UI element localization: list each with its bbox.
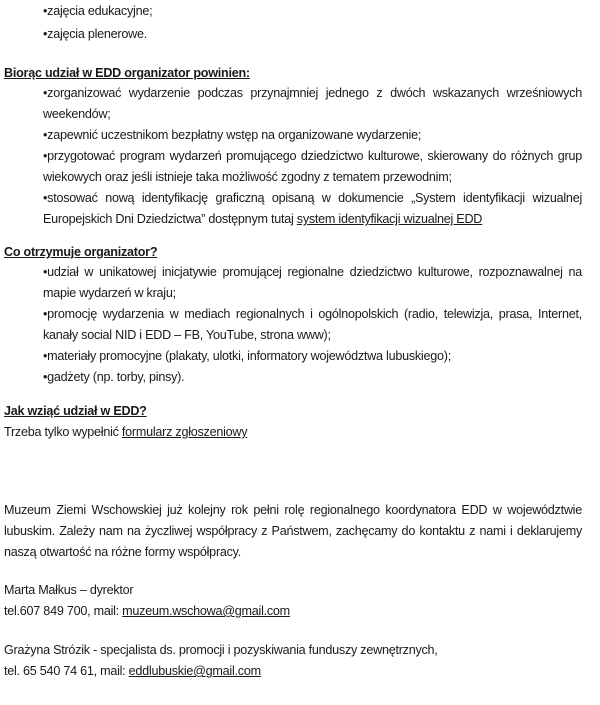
list-item: •zajęcia edukacyjne; [43,4,153,18]
list-item-continuation: mapie wydarzeń w kraju; [43,286,176,300]
contact-name: Marta Małkus – dyrektor [4,583,134,597]
section-heading-duties: Biorąc udział w EDD organizator powinien: [4,66,250,80]
how-to-join-text [4,424,247,440]
contact-name: Grażyna Strózik - specjalista ds. promocji i pozyskiwania funduszy zewnętrznych, [4,643,438,657]
list-item: •zapewnić uczestnikom bezpłatny wstęp na organizowane wydarzenie; [43,128,422,142]
email-link[interactable]: eddlubuskie@gmail.com [128,664,261,678]
section-heading-benefits: Co otrzymuje organizator? [4,245,158,259]
list-item: •zajęcia plenerowe. [43,27,147,41]
contact-phone: tel.607 849 700, mail: [4,604,123,618]
application-form-link[interactable]: formularz zgłoszeniowy [121,425,248,439]
list-item-continuation [43,211,482,227]
coordinator-paragraph-line: lubuskim. Zależy nam na życzliwej współpracy z Państwem, zachęcamy do kontaktu z nami i deklarujemy [4,524,582,538]
list-item-continuation: weekendów; [43,107,111,121]
contact-phone: tel. 65 540 74 61, mail: [4,664,129,678]
visual-identity-link[interactable]: system identyfikacji wizualnej EDD [296,212,483,226]
list-item-text: Europejskich Dni Dziedzictwa” dostępnym tutaj [43,212,297,226]
list-item: •promocję wydarzenia w mediach regionalnych i ogólnopolskich (radio, telewizja, prasa, Internet, [43,307,582,321]
list-item: •przygotować program wydarzeń promującego dziedzictwo kulturowe, skierowany do różnych grup [43,149,582,163]
section-heading-how-to-join: Jak wziąć udział w EDD? [4,404,147,418]
list-item: •gadżety (np. torby, pinsy). [43,370,185,384]
list-item-continuation: wiekowych oraz jeśli istnieje taka możliwość zgodny z tematem przewodnim; [43,170,452,184]
coordinator-paragraph-line: Muzeum Ziemi Wschowskiej już kolejny rok pełni rolę regionalnego koordynatora EDD w województwie [4,503,582,517]
how-to-join-label: Trzeba tylko wypełnić [4,425,122,439]
email-link[interactable]: muzeum.wschowa@gmail.com [122,604,290,618]
list-item: •stosować nową identyfikację graficzną opisaną w dokumencie „System identyfikacji wizualnej [43,191,582,205]
list-item: •zorganizować wydarzenie podczas przynajmniej jednego z dwóch wskazanych wrześniowych [43,86,582,100]
list-item: •materiały promocyjne (plakaty, ulotki, informatory województwa lubuskiego); [43,349,451,363]
list-item-continuation: kanały social NID i EDD – FB, YouTube, strona www); [43,328,331,342]
contact-details [4,663,261,679]
contact-details [4,603,290,619]
list-item: •udział w unikatowej inicjatywie promującej regionalne dziedzictwo kulturowe, rozpoznawalnej na [43,265,582,279]
coordinator-paragraph-line: naszą otwartość na różne formy współpracy. [4,545,242,559]
